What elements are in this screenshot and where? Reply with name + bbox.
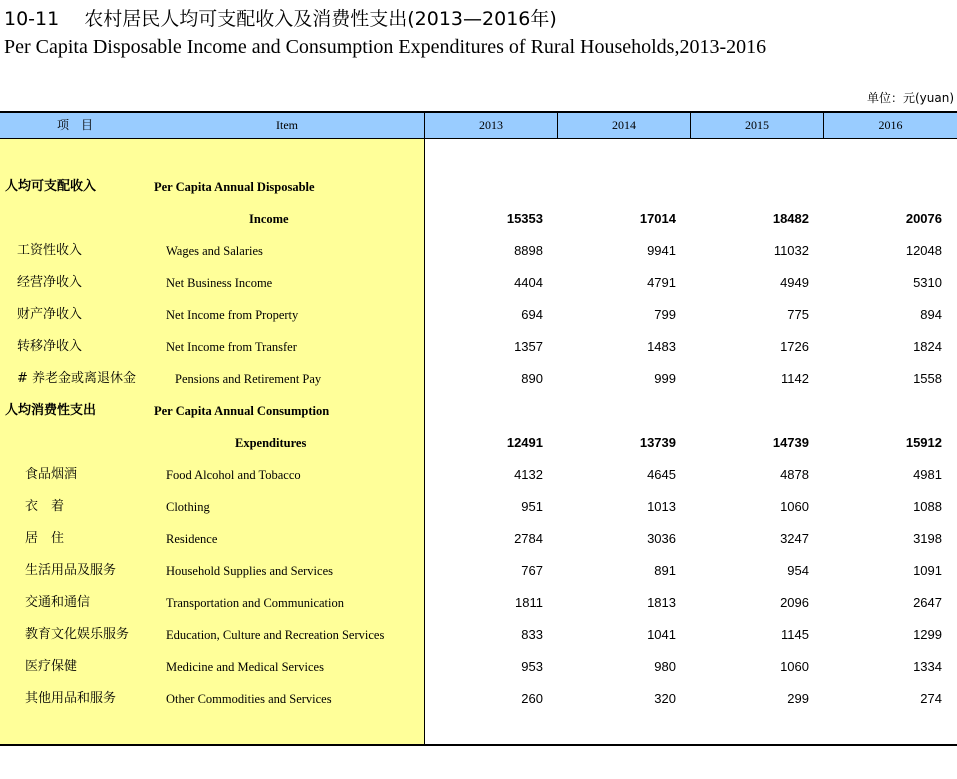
value-cell-2013: 767 <box>521 563 543 578</box>
row-label-cn: 经营净收入 <box>17 275 83 290</box>
table-row <box>0 235 957 267</box>
row-label-en: Clothing <box>166 500 210 514</box>
value-cell-2016: 1299 <box>913 627 942 642</box>
value-cell-2016: 1558 <box>913 371 942 386</box>
row-label-cn: 生活用品及服务 <box>25 563 117 578</box>
row-label-cn: 衣 着 <box>25 499 65 514</box>
value-cell-2013: 890 <box>521 371 543 386</box>
table-title-cn: 10-11 农村居民人均可支配收入及消费性支出(2013—2016年) <box>4 8 557 30</box>
table-row <box>0 203 957 235</box>
value-cell-2013: 694 <box>521 307 543 322</box>
value-cell-2013: 12491 <box>506 435 543 450</box>
bottom-rule <box>0 744 957 746</box>
value-cell-2014: 3036 <box>647 531 676 546</box>
value-cell-2015: 11032 <box>773 243 809 258</box>
header-item-cn: 项 目 <box>56 118 93 132</box>
value-cell-2014: 999 <box>654 371 676 386</box>
row-label-en: Education, Culture and Recreation Services <box>166 628 385 642</box>
value-cell-2015: 2096 <box>780 595 809 610</box>
value-cell-2014: 17014 <box>639 211 676 226</box>
value-cell-2013: 1811 <box>515 595 543 610</box>
header-item-en: Item <box>150 113 425 138</box>
value-cell-2015: 4878 <box>780 467 809 482</box>
value-cell-2014: 4645 <box>647 467 676 482</box>
value-cell-2016: 20076 <box>905 211 942 226</box>
row-label-en: Expenditures <box>235 436 307 450</box>
value-cell-2014: 1013 <box>647 499 676 514</box>
value-cell-2013: 4404 <box>514 275 543 290</box>
table-header <box>0 113 957 139</box>
row-label-cn: 工资性收入 <box>17 243 83 258</box>
row-label-en: Per Capita Annual Consumption <box>154 404 330 418</box>
row-label-cn: # 养老金或离退休金 <box>17 371 137 386</box>
value-cell-2016: 15912 <box>905 435 942 450</box>
value-cell-2016: 4981 <box>913 467 942 482</box>
table-row <box>0 171 957 203</box>
table-row <box>0 587 957 619</box>
table-row <box>0 619 957 651</box>
value-cell-2013: 953 <box>521 659 543 674</box>
row-label-cn: 居 住 <box>25 531 65 546</box>
value-cell-2015: 1060 <box>780 499 809 514</box>
value-cell-2014: 1813 <box>647 595 676 610</box>
row-label-en: Transportation and Communication <box>166 596 344 610</box>
row-label-en: Net Income from Property <box>166 308 299 322</box>
value-cell-2015: 299 <box>787 691 809 706</box>
value-cell-2013: 4132 <box>514 467 543 482</box>
table-row <box>0 651 957 683</box>
value-cell-2015: 1726 <box>780 339 809 354</box>
value-cell-2014: 9941 <box>647 243 676 258</box>
table-row <box>0 523 957 555</box>
row-label-en: Other Commodities and Services <box>166 692 332 706</box>
value-cell-2016: 1824 <box>913 339 942 354</box>
value-cell-2015: 18482 <box>772 211 809 226</box>
row-label-cn: 医疗保健 <box>25 659 78 674</box>
value-cell-2015: 775 <box>787 307 809 322</box>
value-cell-2013: 15353 <box>506 211 543 226</box>
value-cell-2013: 260 <box>521 691 543 706</box>
value-cell-2015: 14739 <box>772 435 809 450</box>
value-cell-2016: 5310 <box>913 275 942 290</box>
value-cell-2013: 951 <box>521 499 543 514</box>
table-row <box>0 299 957 331</box>
value-cell-2014: 980 <box>654 659 676 674</box>
row-label-en: Medicine and Medical Services <box>166 660 324 674</box>
table-row <box>0 331 957 363</box>
value-cell-2013: 2784 <box>514 531 543 546</box>
value-cell-2014: 891 <box>654 563 676 578</box>
row-label-cn: 转移净收入 <box>17 339 83 354</box>
value-cell-2015: 1142 <box>781 371 809 386</box>
value-cell-2016: 274 <box>920 691 942 706</box>
row-label-cn: 其他用品和服务 <box>25 691 117 706</box>
row-label-en: Residence <box>166 532 218 546</box>
value-cell-2016: 894 <box>920 307 942 322</box>
row-label-cn: 财产净收入 <box>17 307 83 322</box>
table-row <box>0 555 957 587</box>
value-cell-2014: 799 <box>654 307 676 322</box>
table-row <box>0 267 957 299</box>
table-row <box>0 683 957 715</box>
value-cell-2016: 12048 <box>905 243 942 258</box>
row-label-en: Food Alcohol and Tobacco <box>166 468 301 482</box>
header-year-2015: 2015 <box>691 113 824 138</box>
row-label-en: Income <box>249 212 289 226</box>
row-label-cn: 教育文化娱乐服务 <box>25 627 130 642</box>
value-cell-2014: 1483 <box>647 339 676 354</box>
value-cell-2014: 13739 <box>639 435 676 450</box>
row-label-en: Per Capita Annual Disposable <box>154 180 315 194</box>
table-row <box>0 491 957 523</box>
row-label-en: Net Income from Transfer <box>166 340 297 354</box>
header-year-2013: 2013 <box>425 113 558 138</box>
value-cell-2015: 1145 <box>781 627 809 642</box>
header-year-2016: 2016 <box>878 118 903 132</box>
value-cell-2016: 3198 <box>913 531 942 546</box>
table-row <box>0 363 957 395</box>
row-label-cn: 人均可支配收入 <box>5 179 97 194</box>
row-label-en: Wages and Salaries <box>166 244 263 258</box>
table-title-en: Per Capita Disposable Income and Consumption Expenditures of Rural Households,2013-2016 <box>4 36 767 58</box>
unit-label: 单位：元(yuan) <box>866 91 954 105</box>
value-cell-2016: 1091 <box>913 563 942 578</box>
value-cell-2015: 3247 <box>780 531 809 546</box>
value-cell-2016: 1334 <box>913 659 942 674</box>
value-cell-2015: 4949 <box>780 275 809 290</box>
row-label-en: Net Business Income <box>166 276 273 290</box>
value-cell-2014: 4791 <box>647 275 676 290</box>
header-year-2014: 2014 <box>558 113 691 138</box>
value-cell-2016: 1088 <box>913 499 942 514</box>
value-cell-2013: 1357 <box>514 339 543 354</box>
value-cell-2014: 320 <box>654 691 676 706</box>
value-cell-2016: 2647 <box>913 595 942 610</box>
value-cell-2015: 1060 <box>780 659 809 674</box>
value-cell-2014: 1041 <box>647 627 676 642</box>
row-label-en: Pensions and Retirement Pay <box>175 372 322 386</box>
table-row <box>0 427 957 459</box>
row-label-cn: 食品烟酒 <box>25 467 78 482</box>
row-label-cn: 人均消费性支出 <box>5 403 97 418</box>
row-label-en: Household Supplies and Services <box>166 564 333 578</box>
row-label-cn: 交通和通信 <box>25 595 91 610</box>
table-row <box>0 395 957 427</box>
value-cell-2015: 954 <box>787 563 809 578</box>
value-cell-2013: 8898 <box>514 243 543 258</box>
table-row <box>0 459 957 491</box>
value-cell-2013: 833 <box>521 627 543 642</box>
